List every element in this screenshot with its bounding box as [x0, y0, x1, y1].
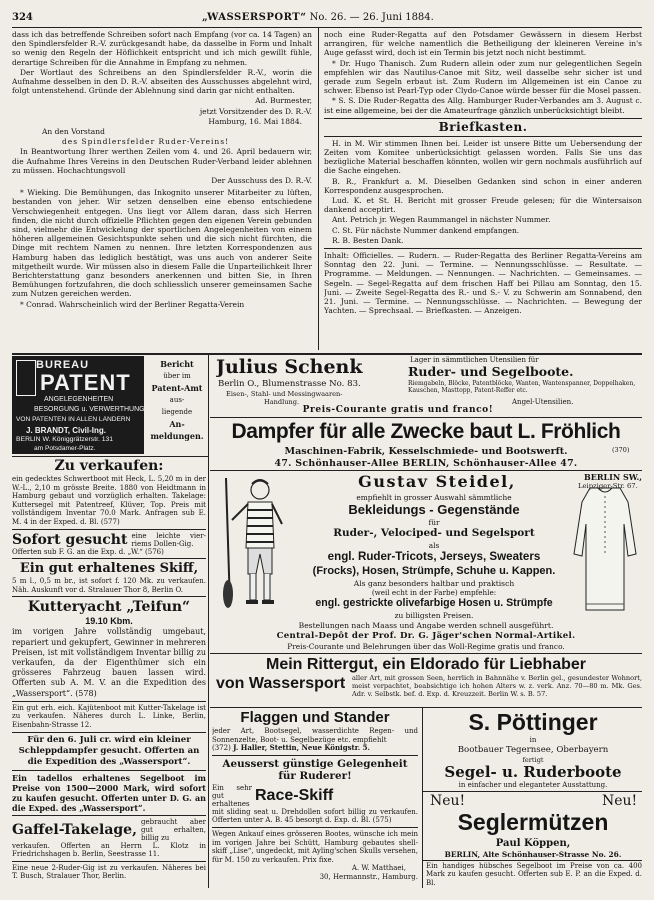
article-paragraph: noch eine Ruder-Regatta auf den Potsdamer Gewässern in diesem Herbst arrangiren, für welche namentlich die Betheiligung der kleineren Vereine in's Auge gefasst wird, doch ist ein Termin bis jetzt noch nicht bestimmt. [324, 30, 642, 58]
ad-body: Eine neue 2-Ruder-Gig ist zu verkaufen. Näheres bei T. Busch, Stralauer Thor, Berlin. [12, 863, 206, 881]
ad-head-row [312, 472, 562, 492]
ad-text: in [529, 736, 537, 744]
letterbox-entry: H. in M. Wir stimmen Ihnen bei. Leider ist unsere Bitte um Uebersendung der Zeiten vom Komitee unberücksichtigt gelassen worden. Falls Sie uns das bezügliche Material beschaffen könnten, wollen wir gern nochmals ausführlich auf die Sache eingehen. [324, 138, 642, 176]
ad-text: Neu! [602, 793, 638, 809]
issue-line: No. 26. — 26. Juni 1884. [309, 12, 434, 23]
ad-text: Bestellungen nach Maass und Angabe werden schnell ausgeführt. [298, 621, 554, 630]
patent-bureau-ad [12, 356, 144, 454]
ad-body [212, 727, 418, 744]
section-rule [324, 118, 642, 119]
ad-text: über im [163, 372, 191, 380]
rower-illustration [218, 474, 298, 610]
masthead [202, 12, 434, 23]
article-paragraph: * Wieking. Die Bemühungen, das Inkognito unserer Mitarbeiter zu lüften, bestanden von jeher. Wir setzen denselben eine ebenso entschiedene Verschwiegenheit entgegen. Uns liegt vor Allem daran, dass sich Herren finden, die nicht durch offizielle Pflichten gegen den eigenen Verein gebunden sind, vielmehr die Entwickelung der sportlichen Angelegenheiten von einem höheren allgemeinen Gesichtspunkte sehen und die sich nicht fürchten, die Dinge mit rechtem Namen zu nennen. Ihre letzten Korrespondenzen aus Hamburg haben das lediglich bestätigt, was uns auch von anderer Seite mitgetheilt wurde. Wir müssen also in diesem Falle die Unparteilichkeit Ihrer Berichterstattung ganz besonders anerkennen und bitten Sie, in Ihren Bemühungen fortzufahren, die doch schliesslich unserer gemeinsamen Sache zum Nutzen gereichen werden. [12, 188, 312, 299]
ad-text: ANGELEGENHEITEN [44, 396, 114, 403]
article-paragraph: Der Wortlaut des Schreibens an den Spindlersfelder R.-V., worin die Aufnahme desselben in den D. R.-V. abseiten des Ausschusses abgelehnt wird, folgt untenstehend. Gründe der Ablehnung sind darin gar nicht enthalten. [12, 67, 312, 96]
ad-text: am Potsdamer-Platz. [34, 445, 96, 452]
ad-code: (577) [100, 517, 120, 526]
column-divider [318, 28, 319, 350]
section-rule [324, 248, 642, 249]
ad-heading: Kutteryacht „Teifun“ [27, 599, 191, 616]
ad-text: engl. gestrickte olivefarbige Hosen u. Strümpfe [315, 597, 553, 609]
signature-title: jetzt Vorsitzender des D. R.-V. [199, 106, 312, 116]
letter-date: Hamburg, 16. Mai 1884. [208, 116, 302, 126]
ad-subheading: 19.10 Kbm. [85, 616, 133, 627]
ad-code: (575) [372, 816, 392, 825]
sweater-icon [570, 484, 640, 614]
ad-text: Eisen-, Stahl- und Messingwaaren- [226, 390, 343, 398]
ad-text: in einfacher und eleganteter Ausstattung. [458, 781, 608, 789]
ad-body [12, 627, 206, 698]
ad-text: Lager in sämmtlichen Utensilien für [410, 356, 539, 364]
ad-heading: Zu verkaufen: [54, 458, 164, 474]
ad-text: J. BRANDT, Civil-Ing. [26, 426, 107, 435]
ad-text: fertigt [522, 756, 544, 764]
ad-text: meldungen. [150, 431, 204, 441]
patent-bureau-side [148, 358, 206, 442]
ad-text: (weil echt in der Farbe) empfehle: [371, 588, 497, 597]
ad-text: Ruder- und Segelboote. [408, 365, 574, 379]
ad-divider [422, 860, 642, 861]
ad-text: An- [169, 419, 185, 429]
briefkasten-heading: Briefkasten. [438, 119, 528, 134]
letterbox-entry: Ant. Petrich jr. Wegen Raummangel in nächster Nummer. [332, 215, 551, 225]
newspaper-page [12, 12, 642, 888]
signature: Ad. Burmester, [255, 96, 312, 106]
ad-text: Ein sehr gut erhaltenes [212, 783, 252, 808]
ad-divider [12, 596, 206, 597]
ad-text: Riemgabeln, Blöcke, Patentblöcke, Wanten, Wantenspanner, Doppelhaken, Kauschen, Masttopp, Patent-Reffer etc. [408, 380, 636, 394]
ad-code: (370) [612, 446, 630, 454]
ad-body: verkaufen. Offerten an Herrn L. Klotz in Friedrichshagen b. Berlin, Seestrasse 11. [12, 841, 206, 859]
letterbox-entry: C. St. Für nächste Nummer dankend empfangen. [332, 225, 520, 235]
ad-text: Patent-Amt [151, 383, 203, 393]
ad-text: empfiehlt in grosser Auswahl sämmtliche [356, 493, 512, 502]
article-left-column [12, 30, 312, 352]
ad-heading: Ein gut erhaltenes Skiff, [19, 561, 199, 577]
ad-title-steidel: Gustav Steidel, [358, 472, 516, 491]
ad-body: Ein gut erh. eich. Kajütenboot mit Kutter-Takelage ist zu verkaufen. Näheres durch L. Linke, Berlin, Eisenbahn-Strasse 12. [12, 703, 206, 729]
ad-text: als [428, 541, 440, 550]
ad-text: aus- [169, 396, 185, 404]
ad-text: ein gedecktes Schwertboot mit Heck, L. 5,20 m in der W.-L., 2,10 m grösste Breite. 1880 von Heidtmann in Hamburg gebaut und vorzüglich erhalten. Takelage: Kuttersegel mit Patentreef, Klüver, Top. Preis mit vollständigem Inventar 70.0 Mark. Anfragen sub E. M. 4 in der Exped. d. Bl. [12, 475, 206, 526]
ad-title-poettinger: S. Pöttinger [468, 709, 598, 735]
article-paragraph: In Beantwortung Ihrer werthen Zeilen vom 4. und 26. April bedauern wir, die Aufnahme Ihres Vereins in den Deutschen Ruder-Verband leider ablehnen zu müssen. Hochachtungsvoll [12, 147, 312, 175]
ad-divider [210, 707, 642, 708]
article-paragraph: dass ich das betreffende Schreiben sofort nach Empfang (vor ca. 14 Tagen) an den Spindlersfelder R.-V. zurückgesandt habe, da dasselbe in Form und Inhalt so wenig den Regeln der Höflichkeit entspricht und ich mich gewillt fühle, derartige Schreiben für die Annahme in Empfang zu nehmen. [12, 30, 312, 67]
ad-text: 47. Schönhauser-Allee BERLIN, Schönhauser-Allee 47. [274, 458, 578, 469]
ad-title-flaggen: Flaggen und Stander [240, 709, 390, 726]
ad-body [12, 548, 206, 557]
ad-text: Preis-Courante gratis und franco! [302, 405, 494, 415]
ad-text: Ruder-, Velociped- und Segelsport [333, 527, 535, 539]
steidel-ad [312, 472, 562, 492]
ad-text: Bootbauer Tegernsee, Oberbayern [457, 745, 609, 755]
ad-divider [210, 653, 642, 654]
ad-text: zu billigsten Preisen. [394, 611, 474, 620]
ad-text: Ein handiges hübsches Segelboot im Preise von ca. 400 Mark zu kaufen gesucht. Offerten sub E. P. an die Exped. d. Bl. [426, 862, 642, 887]
ad-body: 5 m l., 0,5 m br., ist sofort f. 120 Mk. zu verkaufen. Näh. Auskunft vor d. Stralauer Thor 8, Berlin O. [12, 577, 206, 594]
article-right-column [324, 30, 642, 352]
ad-body: Wegen Ankauf eines grösseren Bootes, wünsche ich mein im vorigen Jahre bei Schütt, Hamburg gebautes shell-skiff „Lise“, ungedeckt, mit Ayling'schen Skulls versehen, für M. 150 zu verkaufen. Prix fixe. [212, 829, 418, 864]
ad-title-rittergut: Mein Rittergut, ein Eldorado für Liebhaber [265, 656, 586, 673]
ad-text: J. Haller, Stettin, Neue Königstr. 5. [233, 743, 370, 753]
ad-text: PATENT [40, 371, 131, 395]
ad-block [12, 532, 206, 548]
ad-divider [12, 529, 206, 530]
ad-divider [12, 861, 206, 862]
ad-text: liegende [161, 408, 193, 416]
ad-text: Angel-Utensilien. [512, 398, 574, 406]
ad-code: (576) [145, 547, 164, 556]
rower-figure-icon [218, 474, 298, 610]
ad-text: Maschinen-Fabrik, Kesselschmiede- und Bootswerft. [284, 446, 568, 457]
ad-heading: Aeusserst günstige Gelegenheit für Ruderer! [222, 757, 408, 782]
column-divider [422, 708, 423, 888]
letterbox-entry: B. R., Frankfurt a. M. Dieselben Gedanken sind schon in einer anderen Korrespondenz ausgesprochen. [324, 176, 642, 195]
ad-text: jeder Art, Bootsegel, wasserdichte Regen- und Sonnenzelte, Boot- u. Segelbezüge etc. empfiehlt [212, 727, 418, 744]
ad-text: BUREAU [36, 359, 90, 371]
ad-body: Für den 6. Juli cr. wird ein kleiner Schleppdampfer gesucht. Offerten an die Expedition des „Wassersport“. [18, 734, 200, 767]
ad-block [12, 818, 206, 842]
ad-divider [210, 470, 642, 471]
ad-text: (Frocks), Hosen, Strümpfe, Schuhe u. Kappen. [312, 565, 556, 577]
ad-text: Preis-Courante und Belehrungen über das Woll-Regime gratis und franco. [287, 642, 565, 651]
ad-divider [210, 417, 642, 418]
ad-text: Handlung. [264, 398, 300, 406]
ad-text: Segel- u. Ruderboote [444, 763, 622, 781]
ad-body [212, 808, 418, 825]
ad-text: engl. Ruder-Tricots, Jerseys, Sweaters [327, 550, 541, 563]
ad-text: BERLIN, Alte Schönhauser-Strasse No. 26. [444, 850, 622, 859]
masthead-title: „WASSERSPORT“ [202, 12, 307, 23]
ad-block [212, 784, 418, 808]
section-rule [324, 136, 642, 137]
ad-divider [12, 770, 206, 771]
ad-code: (578) [75, 688, 97, 698]
column-divider [208, 355, 209, 888]
ad-divider [12, 732, 206, 733]
ad-text: Bekleidungs - Gegenstände [348, 502, 520, 517]
ad-divider [12, 558, 206, 559]
ad-divider [12, 456, 208, 457]
ad-signature: 30, Hermannstr., Hamburg. [319, 872, 418, 881]
ad-text: Leipziger-Str. 67. [578, 482, 638, 490]
ad-text: für [428, 518, 440, 527]
ad-text: BERLIN SW., [584, 472, 643, 482]
letter-address: des Spindlersfelder Ruder-Vereins! [62, 137, 230, 147]
ad-text: Als ganz besonders haltbar und praktisch [353, 579, 515, 588]
haller-ads [212, 709, 418, 888]
article-paragraph: * Dr. Hugo Thanisch. Zum Rudern allein oder zum nur gelegentlichen Segeln empfehlen wir das Nautilus-Canoe mit Sitz, weil dasselbe sehr sicher ist und gerade zum Segeln erbaut ist. Zum Rudern im Allgemeinen ist ein Canoe zu schwer. Ebenso ist Pearl-Typ oder Clydo-Canoe würde besser für die Mosel passen. [324, 58, 642, 96]
page-header [12, 12, 642, 26]
ad-text: eine leichte vier-riems Dollen-Gig. [131, 531, 206, 548]
header-rule [12, 27, 642, 28]
ad-divider [12, 815, 206, 816]
classified-ads-left [12, 458, 206, 888]
ad-text: BERLIN W. Königgrätzerstr. 131 [16, 436, 114, 443]
ad-title-froehlich: Dampfer für alle Zwecke baut L. Fröhlich [231, 420, 621, 443]
ad-text: Central-Depôt der Prof. Dr. G. Jäger'schen Normal-Artikel. [276, 631, 576, 641]
ad-signature: A. W. Matthaei, [351, 864, 406, 873]
ad-text: im vorigen Jahre vollständig umgebaut, repariert und gekupfert, Gewinner in mehreren Preisen, ist mit vollständigem Inventar billig zu verkaufen, da der Eigenthümer sich ein grösseres Fahrzeug bauen lassen wird. Offerten sub A. M. V. an die Expedition des „Wassersport“. [12, 627, 206, 698]
ad-divider [212, 827, 418, 828]
ad-heading: Race-Skiff [255, 786, 334, 804]
ad-title-schenk: Julius Schenk [216, 356, 363, 378]
ad-text: Bericht [160, 359, 194, 369]
ad-text: VON PATENTEN IN ALLEN LÄNDERN [16, 416, 131, 423]
table-of-contents: Inhalt: Officielles. — Rudern. — Ruder-Regatta des Berliner Regatta-Vereins am Sonntag den 22. Juni. — Termine. — Nennungsschlüsse. — Resultate. — Programme. — Meldungen. — Nennungen. — Nachrichten. — Gemeinsames. — Segeln. — Segel-Regatta auf dem frischen Haff bei Pillau am Sonntag, den 15. Juni. — Zweite Segel-Regatta des R.- und S.- V. zu Schwerin am Sonnabend, den 21. Juni. — Termine. — Nennungsschlüsse. — Nachrichten. — Bewegung der Yachten. — Sprechsaal. — Briefkasten. — Anzeigen. [324, 251, 642, 316]
ad-divider [212, 755, 418, 756]
ad-text: mit sliding seat u. Drehdollen sofort billig zu verkaufen. Offerten unter A. B. 45 besorgt d. Exp. d. Bl. [212, 807, 418, 825]
ad-code: (372) [212, 744, 231, 753]
ads-rule [12, 353, 642, 355]
ad-text: Offerten sub F. G. an die Exp. d. „W.“ [12, 547, 143, 556]
ad-text: Berlin O., Blumenstrasse No. 83. [218, 379, 361, 389]
ad-title-seglermuetzen: Seglermützen [457, 809, 609, 835]
ad-heading: Gaffel-Takelage, [12, 821, 137, 838]
letterbox-entry: R. B. Besten Dank. [332, 235, 404, 245]
ad-body: Ein tadellos erhaltenes Segelboot im Preise von 1500—2000 Mark, wird sofort zu kaufen gesucht. Offerten unter D. G. an die Exped. des „Wassersport“. [12, 772, 206, 813]
ad-heading: Sofort gesucht [12, 531, 128, 548]
signature: Der Ausschuss des D. R.-V. [211, 176, 312, 186]
ad-text: von Wassersport [216, 675, 346, 692]
page-number: 324 [12, 12, 33, 23]
letter-address: An den Vorstand [42, 127, 105, 137]
article-paragraph: * S. S. Die Ruder-Regatta des Allg. Hamburger Ruder-Verbandes am 3. August c. ist eine allgemeine, bei der die Amateurfrage gänzlich unberücksichtigt bleibt. [324, 96, 642, 115]
ad-body [12, 475, 206, 527]
ad-text: gebraucht aber gut erhalten, billig zu [140, 817, 206, 842]
ad-text: Neu! [430, 793, 466, 809]
ad-divider [12, 701, 206, 702]
ad-divider [422, 791, 642, 792]
ad-text: BESORGUNG u. VERWERTHUNG [34, 406, 145, 413]
letterbox-entry: Lud. K. et St. H. Bericht mit grosser Freude gelesen; für die Wintersaison dankend acceptirt. [324, 196, 642, 215]
ad-text: aller Art, mit grossen Seen, herrlich in Bahnnähe v. Berlin gel., gesundester Wohnort, meist verpachtet, beabsichtige ich hohen Alters w. z. verk. Anz. 70—80 m. Mk. Ges. Adr. v. Selbstk. bef. d. Exp. d. Kreuzzeit. Berlin W. s. B. 57. [352, 674, 642, 698]
jersey-illustration [570, 484, 640, 614]
ad-body [212, 744, 418, 753]
ad-text: Paul Köppen, [495, 838, 571, 849]
article-paragraph: * Conrad. Wahrscheinlich wird der Berliner Regatta-Verein [20, 299, 245, 309]
seal-emblem [16, 360, 36, 396]
